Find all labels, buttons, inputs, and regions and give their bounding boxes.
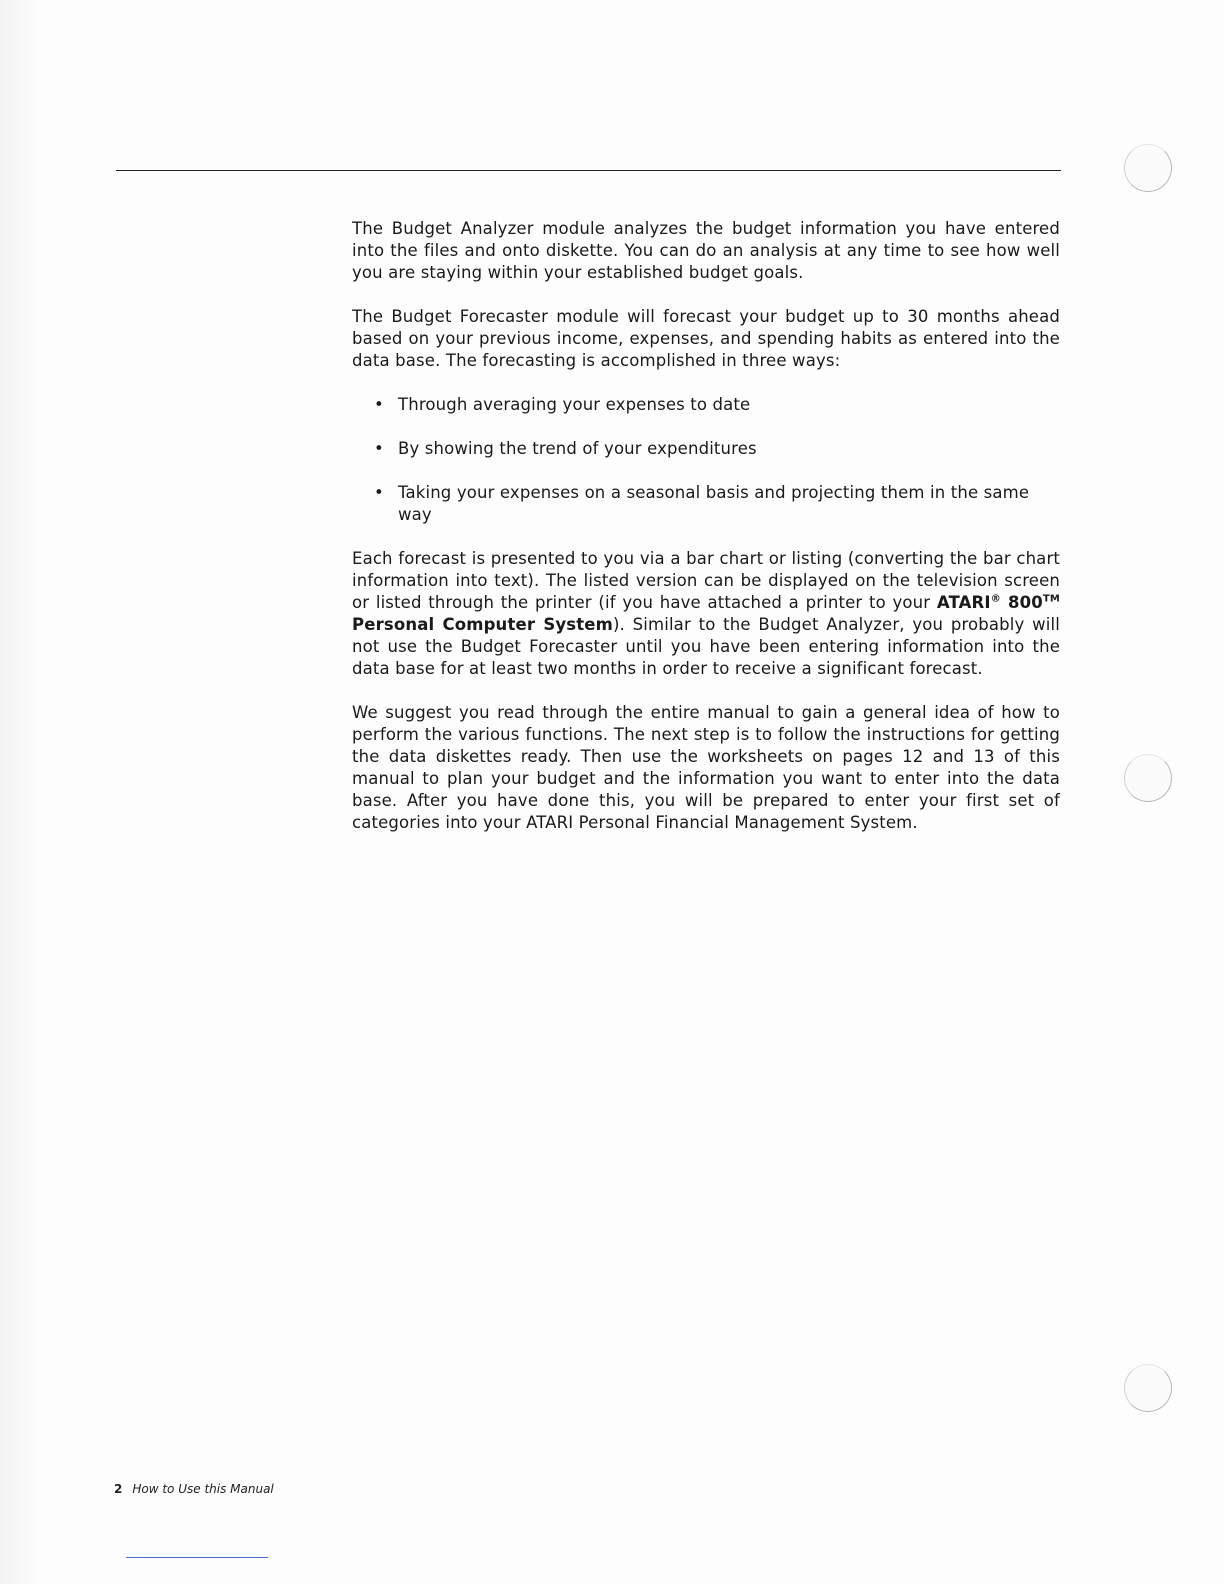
list-item (374, 438, 1060, 460)
paragraph-budget-analyzer: The Budget Analyzer module analyzes the budget information you have entered into the files and onto diskette. You can do an analysis at any time to see how well you are staying within your established budget goals. (352, 219, 1060, 282)
brand-name: ATARI (936, 593, 991, 612)
system-name: Personal Computer System (352, 615, 613, 634)
list-item-text: Through averaging your expenses to date (398, 395, 751, 414)
footer-rule (126, 1557, 268, 1558)
page-edge-shadow (0, 0, 40, 1584)
list-item-text: Taking your expenses on a seasonal basis and projecting them in the same way (398, 483, 1030, 524)
list-item (374, 394, 1060, 416)
list-item (374, 482, 1060, 526)
binder-hole-middle (1124, 754, 1172, 802)
paragraph-forecast-presentation (352, 548, 1060, 680)
registered-mark: ® (990, 593, 1001, 605)
binder-hole-bottom (1124, 1364, 1172, 1412)
forecast-text-part-1: Each forecast is presented to you via a bar chart or listing (converting the bar chart information into text). The listed version can be displayed on the television screen or listed through the printer (if you have attached a printer to your (352, 549, 1060, 612)
paragraph-budget-forecaster: The Budget Forecaster module will forecast your budget up to 30 months ahead based on your previous income, expenses, and spending habits as entered into the data base. The forecasting is accomplished in three ways: (352, 307, 1060, 370)
section-title: How to Use this Manual (132, 1482, 274, 1496)
paragraph-next-steps: We suggest you read through the entire manual to gain a general idea of how to perform the various functions. The next step is to follow the instructions for getting the data diskettes ready. Then use the worksheets on pages 12 and 13 of this manual to plan your budget and the information you want to enter into the data base. After you have done this, you will be prepared to enter your first set of categories into your ATARI Personal Financial Management System. (352, 703, 1060, 832)
body-text (352, 218, 1060, 856)
bullet-icon: • (374, 483, 384, 502)
list-item-text: By showing the trend of your expenditures (398, 439, 757, 458)
model-number: 800 (1000, 593, 1043, 612)
bullet-icon: • (374, 439, 384, 458)
header-rule (116, 170, 1061, 171)
bullet-icon: • (374, 395, 384, 414)
forecast-methods-list (352, 394, 1060, 526)
page-number: 2 (114, 1482, 123, 1496)
forecast-text-part-2: ). Similar to the Budget Analyzer, you probably will not use the Budget Forecaster until you have been entering information into the data base for at least two months in order to receive a significant forecast. (352, 615, 1060, 678)
trademark-mark: TM (1042, 593, 1060, 605)
page-footer (114, 1482, 274, 1496)
binder-hole-top (1124, 144, 1172, 192)
